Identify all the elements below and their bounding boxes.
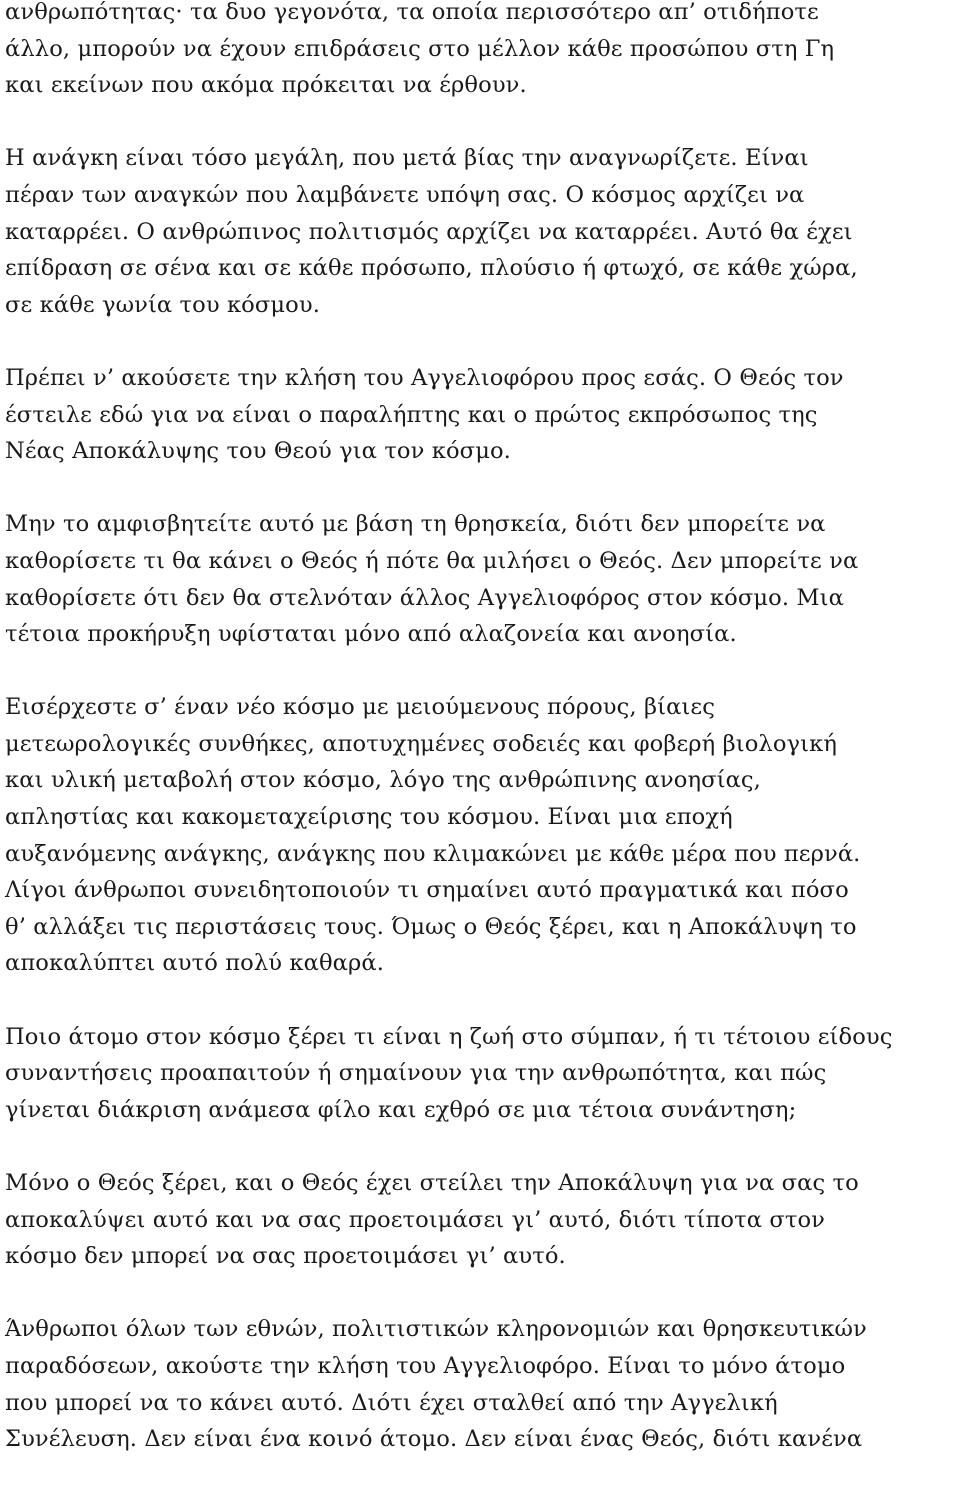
text-line: συναντήσεις προαπαιτούν ή σημαίνουν για την ανθρωπότητα, και πώς: [5, 1060, 827, 1087]
text-line: καθορίσετε τι θα κάνει ο Θεός ή πότε θα μιλήσει ο Θεός. Δεν μπορείτε να: [5, 547, 859, 574]
text-line: επίδραση σε σένα και σε κάθε πρόσωπο, πλούσιο ή φτωχό, σε κάθε χώρα,: [5, 255, 858, 282]
text-line: αποκαλύψει αυτό και να σας προετοιμάσει γι’ αυτό, διότι τίποτα στον: [5, 1206, 825, 1233]
text-line: Άνθρωποι όλων των εθνών, πολιτιστικών κληρονομιών και θρησκευτικών: [5, 1316, 867, 1343]
text-line: και εκείνων που ακόμα πρόκειται να έρθουν.: [5, 72, 527, 99]
paragraph: [5, 506, 955, 652]
text-line: Πρέπει ν’ ακούσετε την κλήση του Αγγελιοφόρου προς εσάς. Ο Θεός τον: [5, 364, 844, 391]
text-line: Συνέλευση. Δεν είναι ένα κοινό άτομο. Δεν είναι ένας Θεός, διότι κανένα: [5, 1426, 863, 1453]
paragraph: [5, 0, 955, 104]
text-line: τέτοια προκήρυξη υφίσταται μόνο από αλαζονεία και ανοησία.: [5, 621, 737, 648]
text-line: Εισέρχεστε σ’ έναν νέο κόσμο με μειούμενους πόρους, βίαιες: [5, 694, 715, 721]
text-line: έστειλε εδώ για να είναι ο παραλήπτης και ο πρώτος εκπρόσωπος της: [5, 401, 818, 428]
paragraph: [5, 360, 955, 470]
paragraph: [5, 689, 955, 982]
text-line: Μην το αμφισβητείτε αυτό με βάση τη θρησκεία, διότι δεν μπορείτε να: [5, 511, 826, 538]
text-line: Μόνο ο Θεός ξέρει, και ο Θεός έχει στείλει την Αποκάλυψη για να σας το: [5, 1170, 859, 1196]
text-line: που μπορεί να το κάνει αυτό. Διότι έχει σταλθεί από την Αγγελική: [5, 1389, 778, 1416]
text-line: κόσμο δεν μπορεί να σας προετοιμάσει γι’ αυτό.: [5, 1243, 566, 1270]
paragraph: [5, 1019, 955, 1129]
text-line: παραδόσεων, ακούστε την κλήση του Αγγελιοφόρο. Είναι το μόνο άτομο: [5, 1352, 846, 1379]
text-line: πέραν των αναγκών που λαμβάνετε υπόψη σας. Ο κόσμος αρχίζει να: [5, 181, 805, 208]
text-line: Λίγοι άνθρωποι συνειδητοποιούν τι σημαίνει αυτό πραγματικά και πόσο: [5, 877, 849, 904]
text-line: και υλική μεταβολή στον κόσμο, λόγο της ανθρώπινης ανοησίας,: [5, 767, 761, 794]
paragraph: [5, 1165, 955, 1275]
text-line: Νέας Αποκάλυψης του Θεού για τον κόσμο.: [5, 438, 511, 465]
text-line: μετεωρολογικές συνθήκες, αποτυχημένες σοδειές και φοβερή βιολογική: [5, 730, 837, 757]
text-line: άλλο, μπορούν να έχουν επιδράσεις στο μέλλον κάθε προσώπου στη Γη: [5, 35, 835, 62]
text-line: γίνεται διάκριση ανάμεσα φίλο και εχθρό σε μια τέτοια συνάντηση;: [5, 1096, 797, 1123]
text-line: αυξανόμενης ανάγκης, ανάγκης που κλιμακώνει με κάθε μέρα που περνά.: [5, 840, 861, 867]
text-line: καθορίσετε ότι δεν θα στελνόταν άλλος Αγγελιοφόρος στον κόσμο. Μια: [5, 584, 844, 611]
text-line: Η ανάγκη είναι τόσο μεγάλη, που μετά βίας την αναγνωρίζετε. Είναι: [5, 145, 809, 172]
text-line: σε κάθε γωνία του κόσμου.: [5, 291, 321, 318]
text-line: Ποιο άτομο στον κόσμο ξέρει τι είναι η ζωή στο σύμπαν, ή τι τέτοιου είδους: [5, 1023, 893, 1050]
text-line: ανθρωπότητας· τα δυο γεγονότα, τα οποία περισσότερο απ’ οτιδήποτε: [5, 0, 819, 25]
paragraph: [5, 1311, 955, 1457]
text-line: καταρρέει. Ο ανθρώπινος πολιτισμός αρχίζει να καταρρέει. Αυτό θα έχει: [5, 218, 853, 245]
paragraph: [5, 140, 955, 323]
text-line: απληστίας και κακομεταχείρισης του κόσμου. Είναι μια εποχή: [5, 804, 733, 831]
text-line: θ’ αλλάξει τις περιστάσεις τους. Όμως ο Θεός ξέρει, και η Αποκάλυψη το: [5, 913, 857, 940]
text-line: αποκαλύπτει αυτό πολύ καθαρά.: [5, 950, 385, 977]
document-page: [5, 0, 955, 1494]
